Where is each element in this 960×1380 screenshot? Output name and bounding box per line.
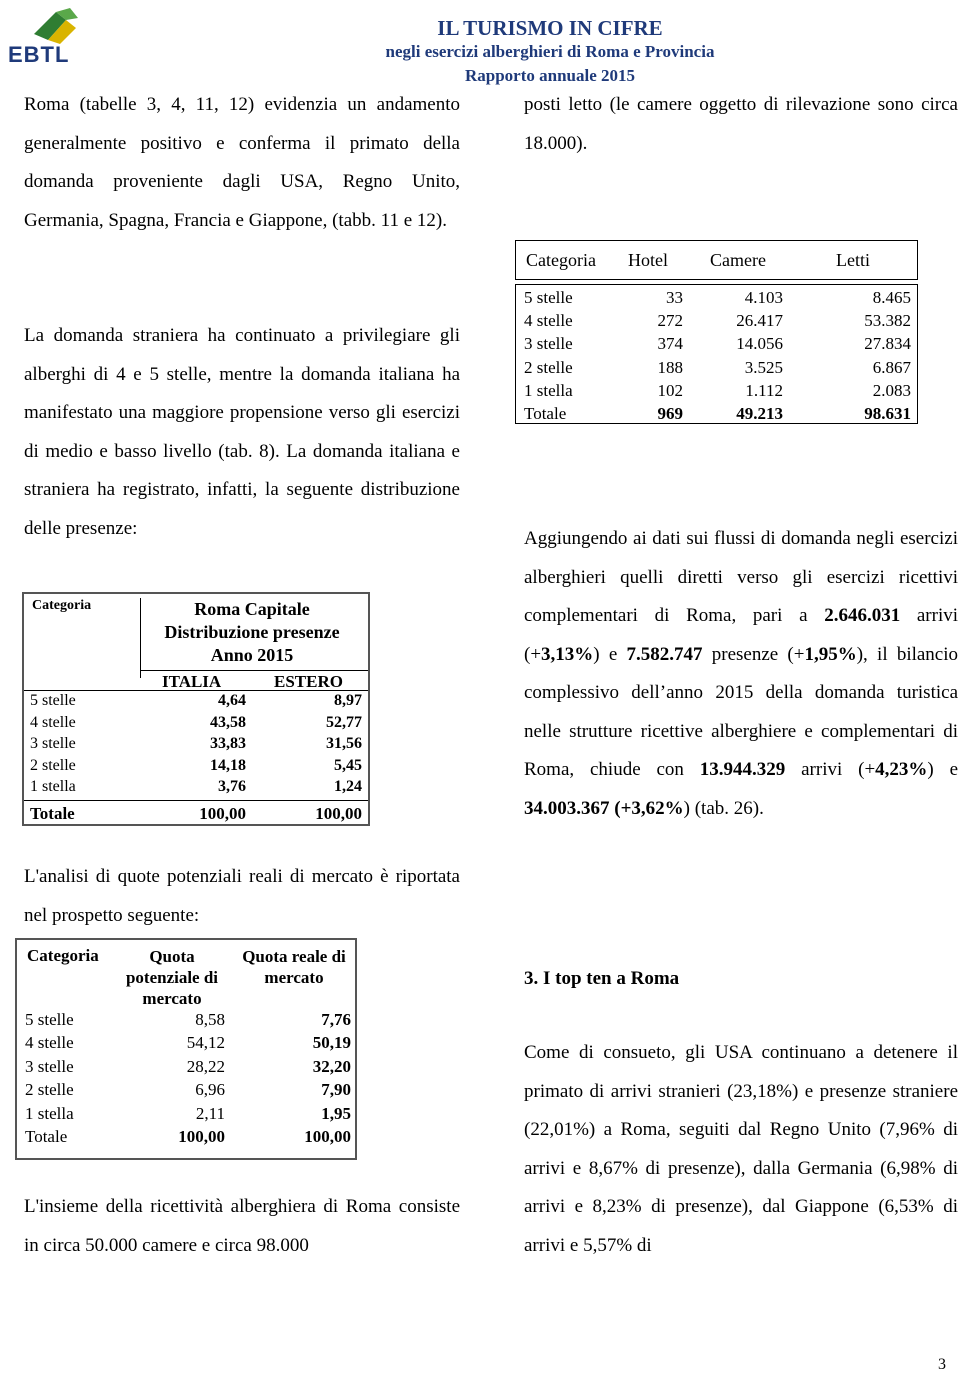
hotel-letti: 98.631 bbox=[864, 404, 911, 423]
presenze-title: Roma Capitale Distribuzione presenze Anno 2015 bbox=[164, 599, 340, 665]
quote-cat: 5 stelle bbox=[25, 1010, 74, 1029]
hotel-row bbox=[516, 311, 917, 334]
quote-real: 7,90 bbox=[321, 1080, 351, 1100]
logo-mark-icon bbox=[26, 6, 86, 46]
hotel-col-letti: Letti bbox=[836, 250, 870, 270]
hotel-letti: 2.083 bbox=[872, 380, 911, 400]
hotel-camere: 3.525 bbox=[744, 357, 783, 377]
hotel-count: 374 bbox=[657, 334, 683, 354]
hotel-count: 33 bbox=[666, 288, 683, 307]
hotel-table-header bbox=[515, 240, 918, 280]
quote-pot: 100,00 bbox=[178, 1127, 225, 1146]
page-title: IL TURISMO IN CIFRE bbox=[437, 16, 663, 40]
hotel-row bbox=[516, 381, 917, 404]
presenze-estero: 1,24 bbox=[334, 778, 362, 795]
quote-real: 100,00 bbox=[304, 1127, 351, 1146]
hotel-letti: 53.382 bbox=[864, 311, 911, 331]
hotel-cat: 1 stella bbox=[524, 380, 573, 400]
presenze-cat: 2 stelle bbox=[30, 756, 76, 774]
hotel-camere: 49.213 bbox=[736, 404, 783, 423]
logo-text: EBTL bbox=[8, 42, 70, 67]
hotel-camere: 4.103 bbox=[744, 288, 783, 307]
left-paragraph-1: Roma (tabelle 3, 4, 11, 12) evidenzia un andamento generalmente positivo e conferma il primato della domanda proveniente dagli USA, Regno Unito, Germania, Spagna, Francia e Giappone, (tabb. 11 e 12). bbox=[24, 94, 460, 231]
quote-rows bbox=[17, 1010, 355, 1154]
right-paragraph-2: Aggiungendo ai dati sui flussi di domanda negli esercizi alberghieri quelli diretti verso gli esercizi ricettivi complementari di Roma, pari a 2.646.031 arrivi (+3,13%) e 7.582.747 presenze (+1,95%), il bilancio complessivo dell’anno 2015 della domanda turistica nelle strutture ricettive alberghiere e complementari di Roma, chiude con 13.944.329 arrivi (+4,23%) e 34.003.367 (+3,62%) (tab. 26). bbox=[524, 528, 959, 819]
hotel-count: 102 bbox=[657, 380, 683, 400]
hotel-row bbox=[516, 334, 917, 357]
presenze-italia: 14,18 bbox=[210, 756, 246, 774]
presenze-total-row: Totale 100,00 100,00 bbox=[30, 804, 362, 823]
hotel-cat: 3 stelle bbox=[524, 334, 573, 354]
presenze-row bbox=[24, 778, 368, 801]
presenze-cat: 3 stelle bbox=[30, 735, 76, 752]
presenze-italia: 43,58 bbox=[210, 713, 246, 731]
hotel-row bbox=[516, 288, 917, 311]
hotel-letti: 6.867 bbox=[872, 357, 911, 377]
quote-cat: 2 stelle bbox=[25, 1080, 74, 1100]
quote-table bbox=[15, 938, 357, 1160]
presenze-cat: 4 stelle bbox=[30, 713, 76, 731]
quote-col-pot: Quota potenziale di mercato bbox=[125, 947, 219, 1008]
quote-row bbox=[17, 1010, 355, 1033]
hotel-col-hotel: Hotel bbox=[628, 250, 668, 270]
presenze-cat-header: Categoria bbox=[32, 598, 141, 678]
presenze-italia: 3,76 bbox=[218, 778, 246, 795]
presenze-estero: 52,77 bbox=[326, 713, 362, 731]
section-heading: 3. I top ten a Roma bbox=[524, 968, 680, 989]
quote-real: 50,19 bbox=[312, 1033, 351, 1053]
hotel-camere: 14.056 bbox=[736, 334, 783, 354]
presenze-col-headers: ITALIA ESTERO bbox=[162, 672, 343, 691]
presenze-rows bbox=[24, 692, 368, 800]
hotel-count: 272 bbox=[657, 311, 683, 331]
hotel-camere: 26.417 bbox=[736, 311, 783, 331]
quote-cat: Totale bbox=[25, 1127, 68, 1146]
quote-row bbox=[17, 1104, 355, 1127]
presenze-italia: 4,64 bbox=[218, 692, 246, 709]
hotel-count: 188 bbox=[657, 357, 683, 377]
quote-pot: 8,58 bbox=[195, 1010, 225, 1029]
quote-pot: 6,96 bbox=[195, 1080, 225, 1100]
presenze-cat: 5 stelle bbox=[30, 692, 76, 709]
hotel-letti: 27.834 bbox=[864, 334, 911, 354]
quote-real: 32,20 bbox=[312, 1056, 351, 1076]
hotel-cat: Totale bbox=[524, 404, 567, 423]
presenze-row bbox=[24, 692, 368, 715]
quote-row bbox=[17, 1057, 355, 1080]
presenze-estero: 8,97 bbox=[334, 692, 362, 709]
quote-real: 7,76 bbox=[321, 1010, 351, 1029]
quote-row bbox=[17, 1080, 355, 1103]
hotel-table-body bbox=[515, 284, 918, 424]
quote-pot: 2,11 bbox=[195, 1103, 225, 1123]
quote-col-cat: Categoria bbox=[27, 946, 99, 965]
left-paragraph-2: La domanda straniera ha continuato a privilegiare gli alberghi di 4 e 5 stelle, mentre la domanda italiana ha manifestato una maggiore propensione verso gli esercizi di medio e basso livello (tab. 8). La domanda italiana e straniera ha registrato, infatti, la seguente distribuzione delle presenze: bbox=[24, 325, 460, 539]
hotel-col-camere: Camere bbox=[710, 250, 766, 270]
right-paragraph-1: posti letto (le camere oggetto di rilevazione sono circa 18.000). bbox=[524, 94, 958, 154]
presenze-estero: 5,45 bbox=[334, 756, 362, 774]
hotel-col-categoria: Categoria bbox=[526, 250, 596, 270]
hotel-count: 969 bbox=[657, 404, 683, 423]
page-number: 3 bbox=[938, 1356, 946, 1373]
presenze-italia: 33,83 bbox=[210, 735, 246, 752]
quote-row bbox=[17, 1033, 355, 1056]
presenze-cat: 1 stella bbox=[30, 778, 76, 795]
hotel-letti: 8.465 bbox=[872, 288, 911, 307]
presenze-table bbox=[22, 592, 370, 826]
report-label: Rapporto annuale 2015 bbox=[464, 66, 636, 85]
quote-col-real: Quota reale di mercato bbox=[242, 947, 346, 987]
page-subtitle: negli esercizi alberghieri di Roma e Provincia bbox=[385, 42, 715, 61]
hotel-camere: 1.112 bbox=[745, 380, 783, 400]
left-paragraph-3: L'analisi di quote potenziali reali di mercato è riportata nel prospetto seguente: bbox=[24, 866, 460, 926]
hotel-row bbox=[516, 358, 917, 381]
presenze-row bbox=[24, 714, 368, 737]
quote-pot: 54,12 bbox=[186, 1033, 225, 1053]
hotel-row bbox=[516, 404, 917, 427]
hotel-cat: 4 stelle bbox=[524, 311, 573, 331]
quote-cat: 3 stelle bbox=[25, 1056, 74, 1076]
left-paragraph-4: L'insieme della ricettività alberghiera di Roma consiste in circa 50.000 camere e circa 98.000 bbox=[24, 1196, 460, 1256]
quote-real: 1,95 bbox=[321, 1103, 351, 1123]
presenze-estero: 31,56 bbox=[326, 735, 362, 752]
hotel-cat: 2 stelle bbox=[524, 357, 573, 377]
presenze-row bbox=[24, 735, 368, 758]
quote-cat: 1 stella bbox=[25, 1103, 74, 1123]
hotel-cat: 5 stelle bbox=[524, 288, 573, 307]
quote-row bbox=[17, 1127, 355, 1150]
quote-pot: 28,22 bbox=[186, 1056, 225, 1076]
quote-cat: 4 stelle bbox=[25, 1033, 74, 1053]
right-paragraph-3: Come di consueto, gli USA continuano a detenere il primato di arrivi stranieri (23,18%) e presenze straniere (22,01%) a Roma, seguiti dal Regno Unito (7,96% di arrivi e 8,67% di presenze), dalla Germania (6,98% di arrivi e 8,23% di presenze), dal Giappone (6,53% di arrivi e 5,57% di bbox=[524, 1042, 958, 1256]
ebtl-logo bbox=[4, 6, 84, 66]
presenze-row bbox=[24, 757, 368, 780]
